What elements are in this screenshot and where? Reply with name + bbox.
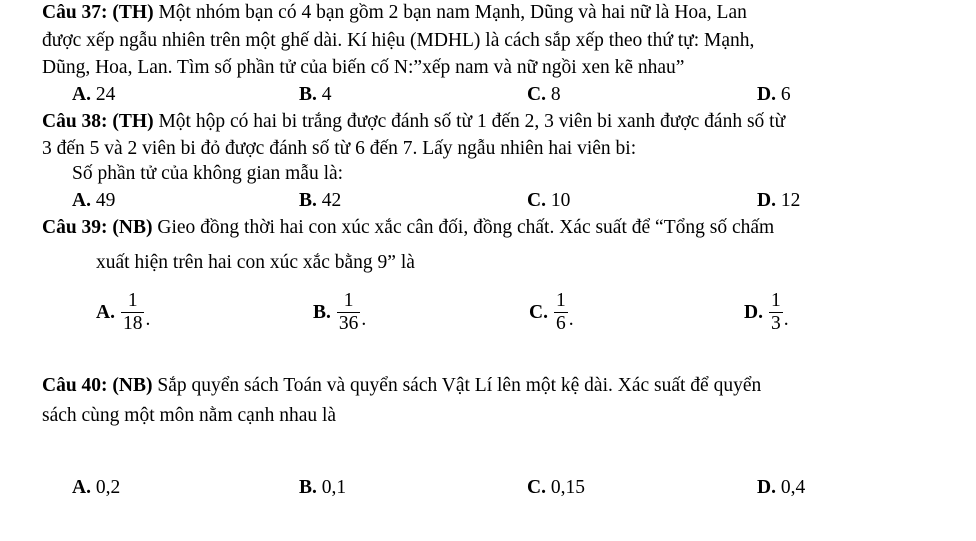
question-38-level: (TH)	[112, 111, 154, 132]
fraction: $\frac{1}{18}$	[122, 290, 143, 334]
question-38-line-3: Số phần tử của không gian mẫu là:	[72, 163, 344, 184]
question-38-line-1	[42, 110, 785, 134]
q37-option-a: A. 24	[72, 84, 116, 105]
q37-option-b: B. 4	[299, 84, 332, 105]
question-40-level: (NB)	[112, 375, 153, 396]
question-39-text-1: Gieo đồng thời hai con xúc xắc cân đối, đồng chất. Xác suất để “Tổng số chấm	[157, 217, 775, 238]
q39-option-a: A. $\frac{1}{18}$ .	[96, 290, 151, 334]
fraction: $\frac{1}{6}$	[555, 290, 566, 334]
q38-option-d: D. 12	[757, 190, 801, 211]
question-40-line-1	[42, 374, 761, 398]
question-39-line-1	[42, 216, 774, 240]
question-38-label: Câu 38:	[42, 111, 108, 132]
question-40-label: Câu 40:	[42, 375, 108, 396]
question-39-line-2: xuất hiện trên hai con xúc xắc bằng 9” là	[96, 252, 415, 273]
question-39-label: Câu 39:	[42, 217, 108, 238]
q37-option-c: C. 8	[527, 84, 561, 105]
q40-option-c: C. 0,15	[527, 477, 585, 498]
q38-option-a: A. 49	[72, 190, 116, 211]
q38-option-c: C. 10	[527, 190, 571, 211]
q40-option-b: B. 0,1	[299, 477, 347, 498]
question-37-line-2: được xếp ngẫu nhiên trên một ghế dài. Kí hiệu (MDHL) là cách sắp xếp theo thứ tự: Mạnh,	[42, 30, 755, 51]
question-37-text-1: Một nhóm bạn có 4 bạn gồm 2 bạn nam Mạnh, Dũng và hai nữ là Hoa, Lan	[158, 2, 747, 23]
q39-option-b: B. $\frac{1}{36}$ .	[313, 290, 367, 334]
question-39-level: (NB)	[112, 217, 153, 238]
q39-option-c: C. $\frac{1}{6}$ .	[529, 290, 574, 334]
question-38-line-2: 3 đến 5 và 2 viên bi đỏ được đánh số từ 6 đến 7. Lấy ngẫu nhiên hai viên bi:	[42, 138, 637, 159]
q40-option-d: D. 0,4	[757, 477, 806, 498]
question-37-line-3: Dũng, Hoa, Lan. Tìm số phần tử của biến cố N:”xếp nam và nữ ngồi xen kẽ nhau”	[42, 57, 685, 78]
question-37-level: (TH)	[112, 2, 154, 23]
question-40-line-2: sách cùng một môn nằm cạnh nhau là	[42, 405, 337, 426]
q38-option-b: B. 42	[299, 190, 342, 211]
q39-option-d: D. $\frac{1}{3}$ .	[744, 290, 789, 334]
fraction: $\frac{1}{36}$	[338, 290, 359, 334]
fraction: $\frac{1}{3}$	[770, 290, 781, 334]
q40-option-a: A. 0,2	[72, 477, 121, 498]
question-37-label: Câu 37:	[42, 2, 108, 23]
q37-option-d: D. 6	[757, 84, 791, 105]
question-37-line-1	[42, 1, 747, 25]
question-38-text-1: Một hộp có hai bi trắng được đánh số từ 1 đến 2, 3 viên bi xanh được đánh số từ	[158, 111, 786, 132]
question-40-text-1: Sắp quyển sách Toán và quyển sách Vật Lí lên một kệ dài. Xác suất để quyển	[157, 375, 762, 396]
